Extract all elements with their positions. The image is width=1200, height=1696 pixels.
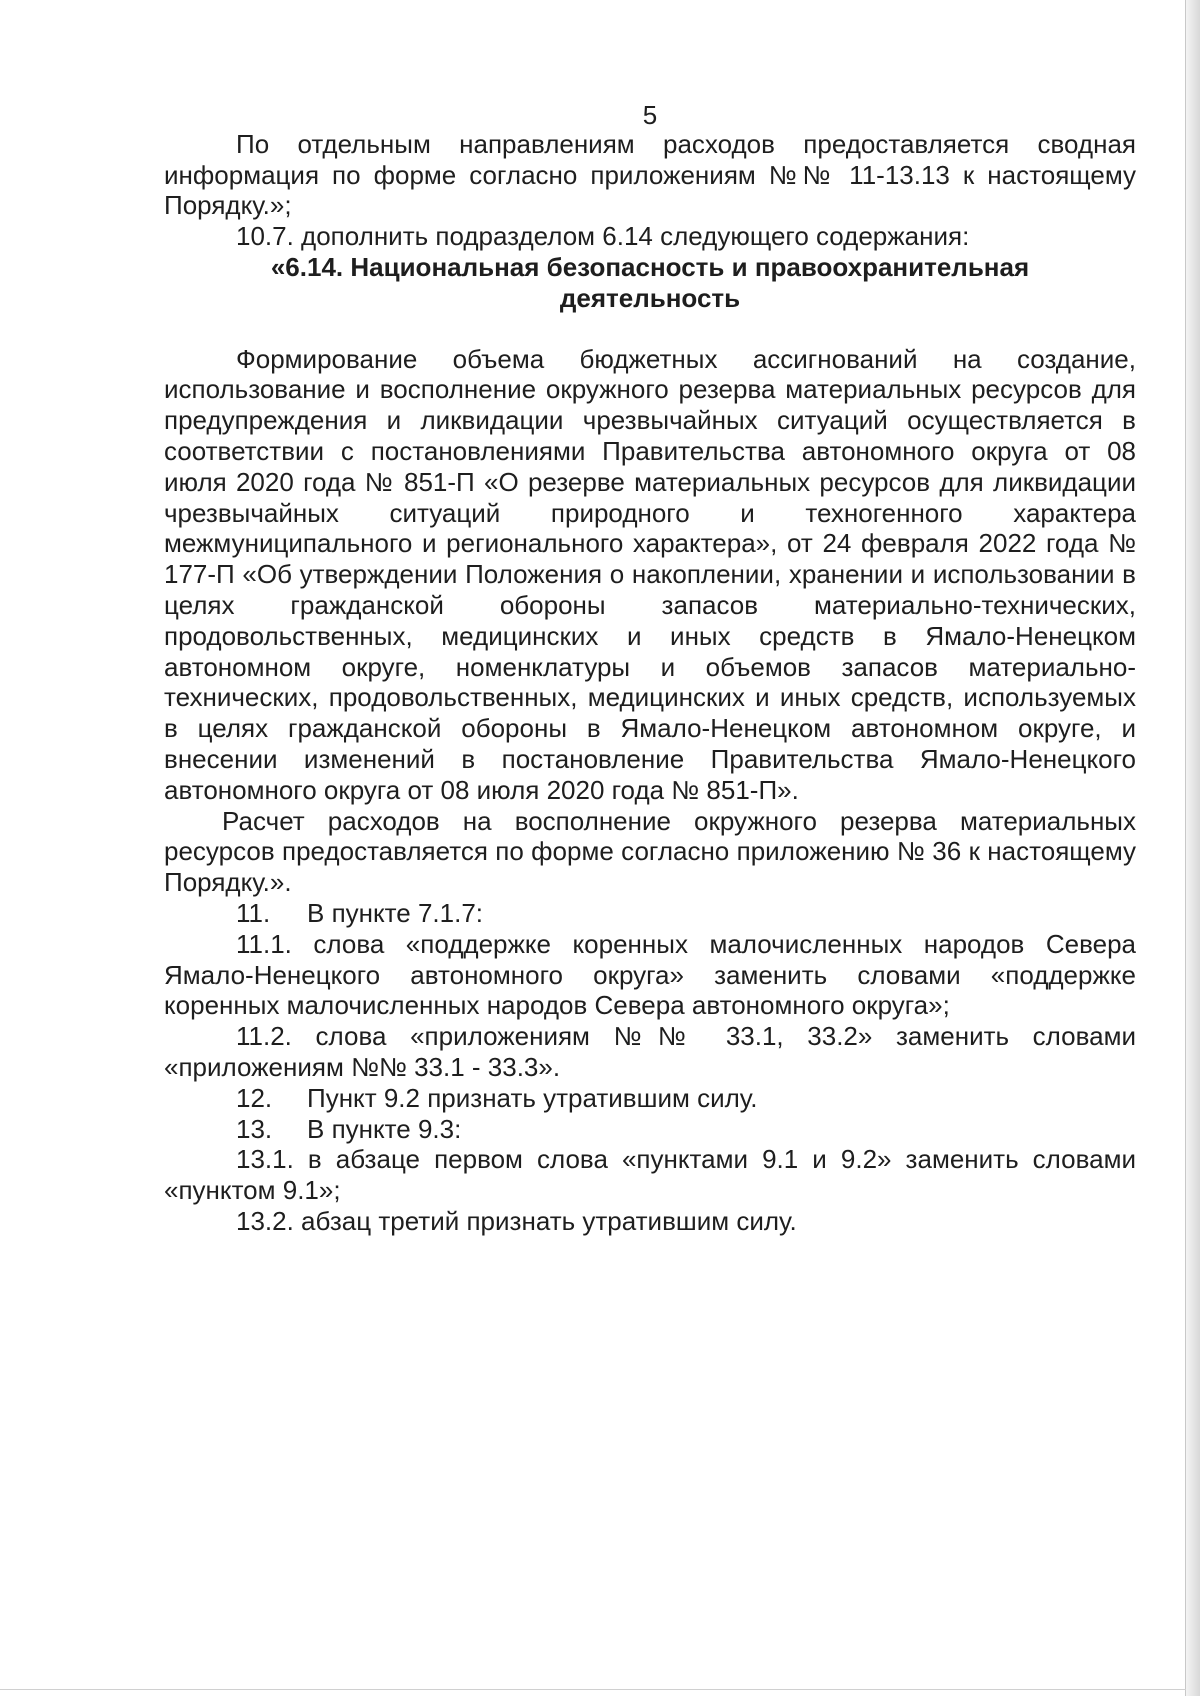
list-item-number: 12. (236, 1082, 273, 1113)
page-number: 5 (642, 100, 658, 130)
list-item-number: 13. (236, 1113, 273, 1144)
paragraph-budget-allocations: Формирование объема бюджетных ассигнований на создание, использование и восполнение окружного резерва материальных ресурсов для предупреждения и ликвидации чрезвычайных ситуаций осуществляется в соответствии с постановлениями Правительства автономного округа от 08 июля 2020 года № 851-П «О резерве материальных ресурсов для ликвидации чрезвычайных ситуаций природного и техногенного характера межмуниципального и регионального характера», от 24 февраля 2022 года № 177-П «Об утверждении Положения о накоплении, хранении и использовании в целях гражданской обороны запасов материально-технических, продовольственных, медицинских и иных средств в Ямало-Ненецком автономном округе, номенклатуры и объемов запасов материально-технических, продовольственных, медицинских и иных средств, используемых в целях гражданской обороны в Ямало-Ненецком автономном округе, и внесении изменений в постановление Правительства Ямало-Ненецкого автономного округа от 08 июля 2020 года № 851-П». (164, 343, 1136, 805)
list-item-11 (164, 898, 1136, 929)
paragraph-summary-info: По отдельным направлениям расходов предоставляется сводная информация по форме согласно приложениям №№ 11-13.13 к настоящему Порядку.»; (164, 128, 1136, 221)
paragraph-item-13-2: 13.2. абзац третий признать утратившим силу. (236, 1205, 797, 1236)
paragraph-item-10-7: 10.7. дополнить подразделом 6.14 следующего содержания: (236, 221, 970, 252)
paragraph-item-11-2: 11.2. слова «приложениям №№ 33.1, 33.2» заменить словами «приложениям №№ 33.1 - 33.3». (164, 1021, 1136, 1082)
page-edge-shadow (1185, 0, 1200, 1696)
section-heading-6-14: «6.14. Национальная безопасность и правоохранительная деятельность (270, 251, 1030, 313)
paragraph-item-11-1: 11.1. слова «поддержке коренных малочисленных народов Севера Ямало-Ненецкого автономного округа» заменить словами «поддержке коренных малочисленных народов Севера автономного округа»; (164, 928, 1136, 1021)
list-item-12 (164, 1083, 1136, 1114)
page-bottom-divider (0, 1689, 1186, 1690)
document-body (164, 100, 1136, 1237)
list-item-13 (164, 1114, 1136, 1145)
paragraph-expense-calculation: Расчет расходов на восполнение окружного резерва материальных ресурсов предоставляется по форме согласно приложению № 36 к настоящему Порядку.». (164, 805, 1136, 898)
list-item-number: 11. (236, 897, 271, 928)
list-item-text: Пункт 9.2 признать утратившим силу. (307, 1082, 758, 1113)
list-item-text: В пункте 7.1.7: (307, 897, 484, 928)
list-item-text: В пункте 9.3: (307, 1113, 462, 1144)
paragraph-item-13-1: 13.1. в абзаце первом слова «пунктами 9.1 и 9.2» заменить словами «пунктом 9.1»; (164, 1144, 1136, 1206)
